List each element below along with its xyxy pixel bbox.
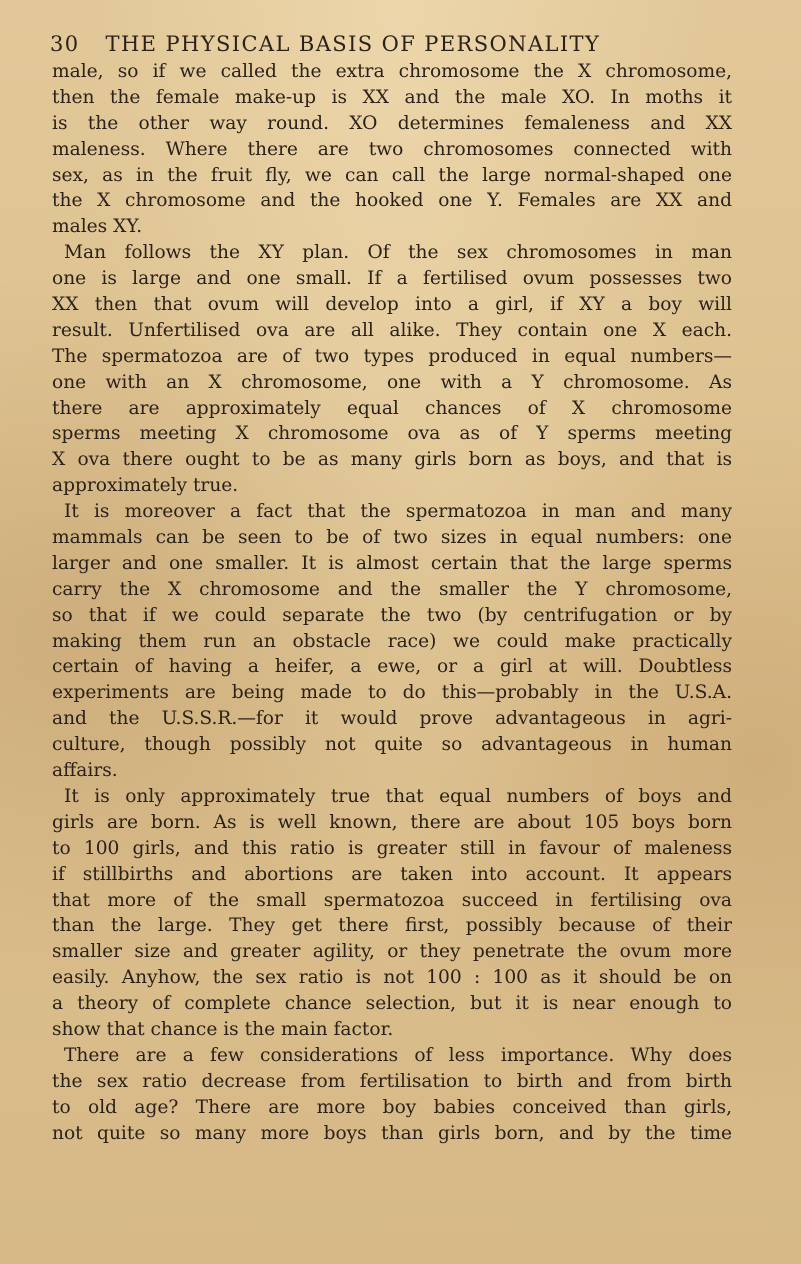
text-line: XX then that ovum will develop into a girl, if XY a boy will <box>52 294 732 316</box>
text-line: easily. Anyhow, the sex ratio is not 100 : 100 as it should be on <box>52 967 732 989</box>
text-line: result. Unfertilised ova are all alike. They contain one X each. <box>52 319 732 341</box>
text-line: sex, as in the fruit fly, we can call the large normal-shaped one <box>52 164 732 186</box>
page-number: 30 <box>50 32 80 56</box>
text-line: mammals can be seen to be of two sizes in equal numbers: one <box>52 527 732 549</box>
body-text <box>52 59 732 1146</box>
running-title: THE PHYSICAL BASIS OF PERSONALITY <box>105 32 601 56</box>
text-line: and the U.S.S.R.—for it would prove advantageous in agri- <box>52 708 732 730</box>
text-line: approximately true. <box>52 475 239 497</box>
text-line: making them run an obstacle race) we could make practically <box>52 630 732 652</box>
text-line: is the other way round. XO determines femaleness and XX <box>52 112 732 134</box>
text-line: culture, though possibly not quite so advantageous in human <box>52 734 732 756</box>
text-line: one with an X chromosome, one with a Y chromosome. As <box>52 371 732 393</box>
text-line: carry the X chromosome and the smaller the Y chromosome, <box>52 578 732 600</box>
text-line: There are a few considerations of less importance. Why does <box>64 1044 732 1066</box>
running-head <box>50 32 750 56</box>
text-line: then the female make-up is XX and the male XO. In moths it <box>52 86 732 108</box>
text-line: X ova there ought to be as many girls born as boys, and that is <box>52 449 732 471</box>
text-line: not quite so many more boys than girls born, and by the time <box>52 1122 732 1144</box>
text-line: experiments are being made to do this—probably in the U.S.A. <box>52 682 732 704</box>
text-line: there are approximately equal chances of X chromosome <box>52 397 732 419</box>
text-line: larger and one smaller. It is almost certain that the large sperms <box>52 552 732 574</box>
text-line: It is moreover a fact that the spermatozoa in man and many <box>64 501 732 523</box>
text-line: males XY. <box>52 216 143 238</box>
text-line: certain of having a heifer, a ewe, or a girl at will. Doubtless <box>52 656 732 678</box>
text-line: so that if we could separate the two (by centrifugation or by <box>52 604 732 626</box>
text-line: smaller size and greater agility, or they penetrate the ovum more <box>52 941 732 963</box>
text-line: The spermatozoa are of two types produced in equal numbers— <box>52 345 732 367</box>
text-line: maleness. Where there are two chromosomes connected with <box>52 138 732 160</box>
text-line: one is large and one small. If a fertilised ovum possesses two <box>52 268 732 290</box>
text-line: male, so if we called the extra chromosome the X chromosome, <box>52 61 732 82</box>
text-line: the sex ratio decrease from fertilisation to birth and from birth <box>52 1070 732 1092</box>
text-line: girls are born. As is well known, there are about 105 boys born <box>52 811 732 833</box>
text-line: affairs. <box>52 760 118 782</box>
text-line: to 100 girls, and this ratio is greater still in favour of maleness <box>52 837 732 859</box>
text-line: a theory of complete chance selection, but it is near enough to <box>52 993 732 1015</box>
text-line: the X chromosome and the hooked one Y. Females are XX and <box>52 190 732 212</box>
text-line: It is only approximately true that equal numbers of boys and <box>64 785 732 807</box>
text-line: that more of the small spermatozoa succeed in fertilising ova <box>52 889 732 911</box>
text-line: than the large. They get there first, possibly because of their <box>52 915 732 937</box>
text-line: to old age? There are more boy babies conceived than girls, <box>52 1096 732 1118</box>
text-line: sperms meeting X chromosome ova as of Y sperms meeting <box>52 423 732 445</box>
text-line: show that chance is the main factor. <box>52 1018 394 1040</box>
text-line: if stillbirths and abortions are taken into account. It appears <box>52 863 732 885</box>
text-line: Man follows the XY plan. Of the sex chromosomes in man <box>64 242 732 264</box>
